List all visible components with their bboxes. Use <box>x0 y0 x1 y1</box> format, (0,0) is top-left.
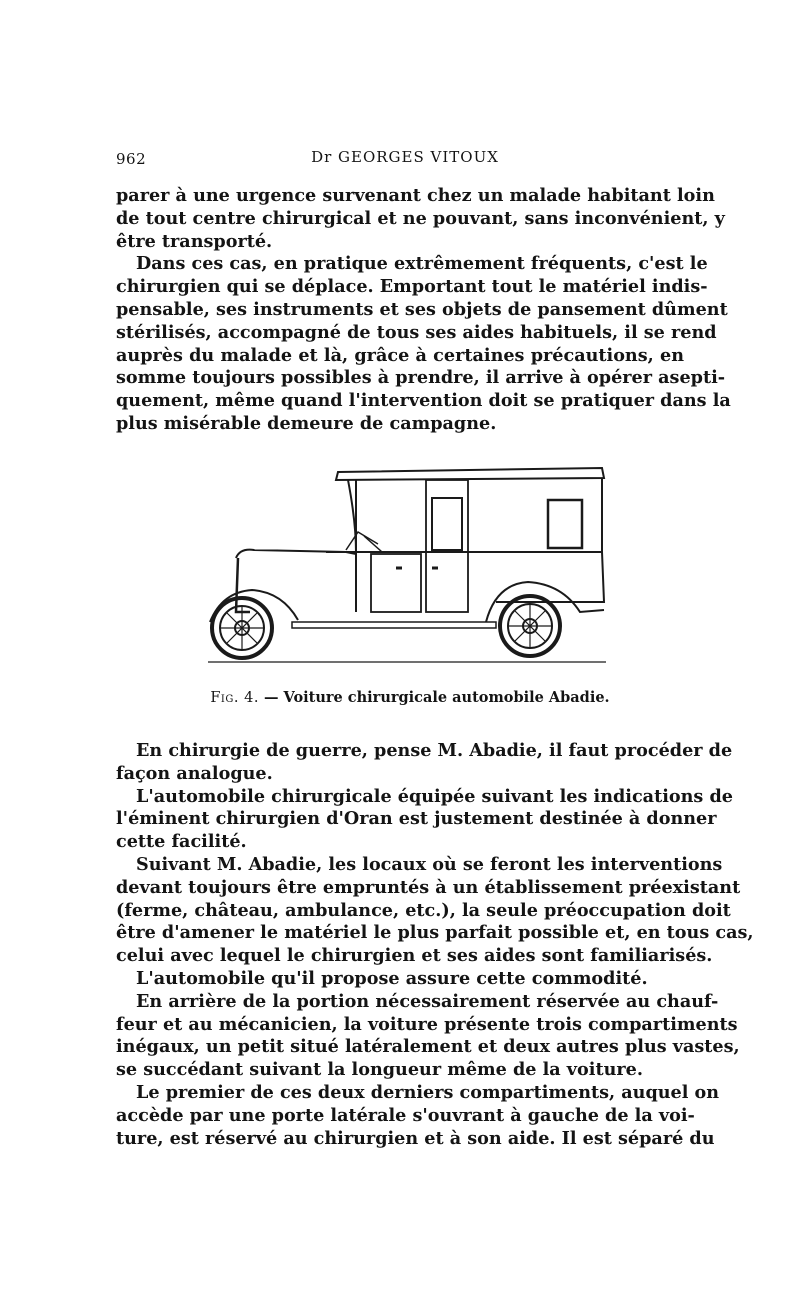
text-line: quement, même quand l'intervention doit se pratiquer dans la <box>116 390 731 412</box>
text-line: En arrière de la portion nécessairement réservée au chauf- <box>136 990 719 1012</box>
small-window <box>548 500 582 548</box>
text-line: Le premier de ces deux derniers compartiments, auquel on <box>136 1081 720 1103</box>
steering-wheel <box>364 536 382 552</box>
text-line: devant toujours être empruntés à un établissement préexistant <box>116 876 741 898</box>
text-line: celui avec lequel le chirurgien et ses aides sont familiarisés. <box>116 945 713 967</box>
top-text-block <box>116 185 731 436</box>
roof-outline <box>336 468 604 480</box>
text-line: L'automobile chirurgicale équipée suivant les indications de <box>136 785 733 807</box>
radiator <box>236 558 250 612</box>
surgical-ambulance-illustration <box>196 462 616 676</box>
text-line: L'automobile qu'il propose assure cette commodité. <box>136 967 648 989</box>
text-line: chirurgien qui se déplace. Emportant tout le matériel indis- <box>116 276 708 298</box>
rear-door-window <box>432 498 462 550</box>
text-line: être d'amener le matériel le plus parfait possible et, en tous cas, <box>116 922 754 944</box>
figure-caption-text: — Voiture chirurgicale automobile Abadie. <box>264 689 610 706</box>
figure-label: Fig. 4. <box>210 690 259 706</box>
text-line: En chirurgie de guerre, pense M. Abadie, il faut procéder de <box>136 740 733 761</box>
front-wheel <box>212 598 272 658</box>
text-line: plus misérable demeure de campagne. <box>116 412 497 434</box>
text-line: Dans ces cas, en pratique extrêmement fréquents, c'est le <box>136 253 708 275</box>
text-line: pensable, ses instruments et ses objets de pansement dûment <box>116 298 728 320</box>
text-line: parer à une urgence survenant chez un malade habitant loin <box>116 185 715 206</box>
text-line: auprès du malade et là, grâce à certaines précautions, en <box>116 344 684 366</box>
text-line: l'éminent chirurgien d'Oran est justement destinée à donner <box>116 808 717 830</box>
text-line: accède par une porte latérale s'ouvrant à gauche de la voi- <box>116 1104 695 1126</box>
body-lower-outline <box>326 552 604 602</box>
windshield <box>346 532 378 550</box>
text-line: être transporté. <box>116 230 273 252</box>
page-number: 962 <box>116 150 147 168</box>
text-line: cette facilité. <box>116 831 247 853</box>
text-line: Suivant M. Abadie, les locaux où se feront les interventions <box>136 853 723 875</box>
bottom-text-block <box>116 740 754 1150</box>
text-line: se succédant suivant la longueur même de la voiture. <box>116 1059 643 1081</box>
front-door <box>371 554 421 612</box>
figure-caption <box>0 689 800 706</box>
text-line: feur et au mécanicien, la voiture présente trois compartiments <box>116 1013 738 1035</box>
text-line: de tout centre chirurgical et ne pouvant, sans inconvénient, y <box>116 207 725 229</box>
running-head: Dr GEORGES VITOUX <box>311 148 499 166</box>
text-line: somme toujours possibles à prendre, il arrive à opérer asepti- <box>116 367 726 389</box>
body-outline <box>356 478 602 552</box>
text-line: inégaux, un petit situé latéralement et deux autres plus vastes, <box>116 1036 740 1058</box>
running-board <box>292 622 496 628</box>
text-line: ture, est réservé au chirurgien et à son aide. Il est séparé du <box>116 1127 715 1149</box>
rear-wheel <box>500 596 560 656</box>
text-line: (ferme, château, ambulance, etc.), la seule préoccupation doit <box>116 899 731 921</box>
text-line: façon analogue. <box>116 762 273 784</box>
text-line: stérilisés, accompagné de tous ses aides habituels, il se rend <box>116 321 717 343</box>
